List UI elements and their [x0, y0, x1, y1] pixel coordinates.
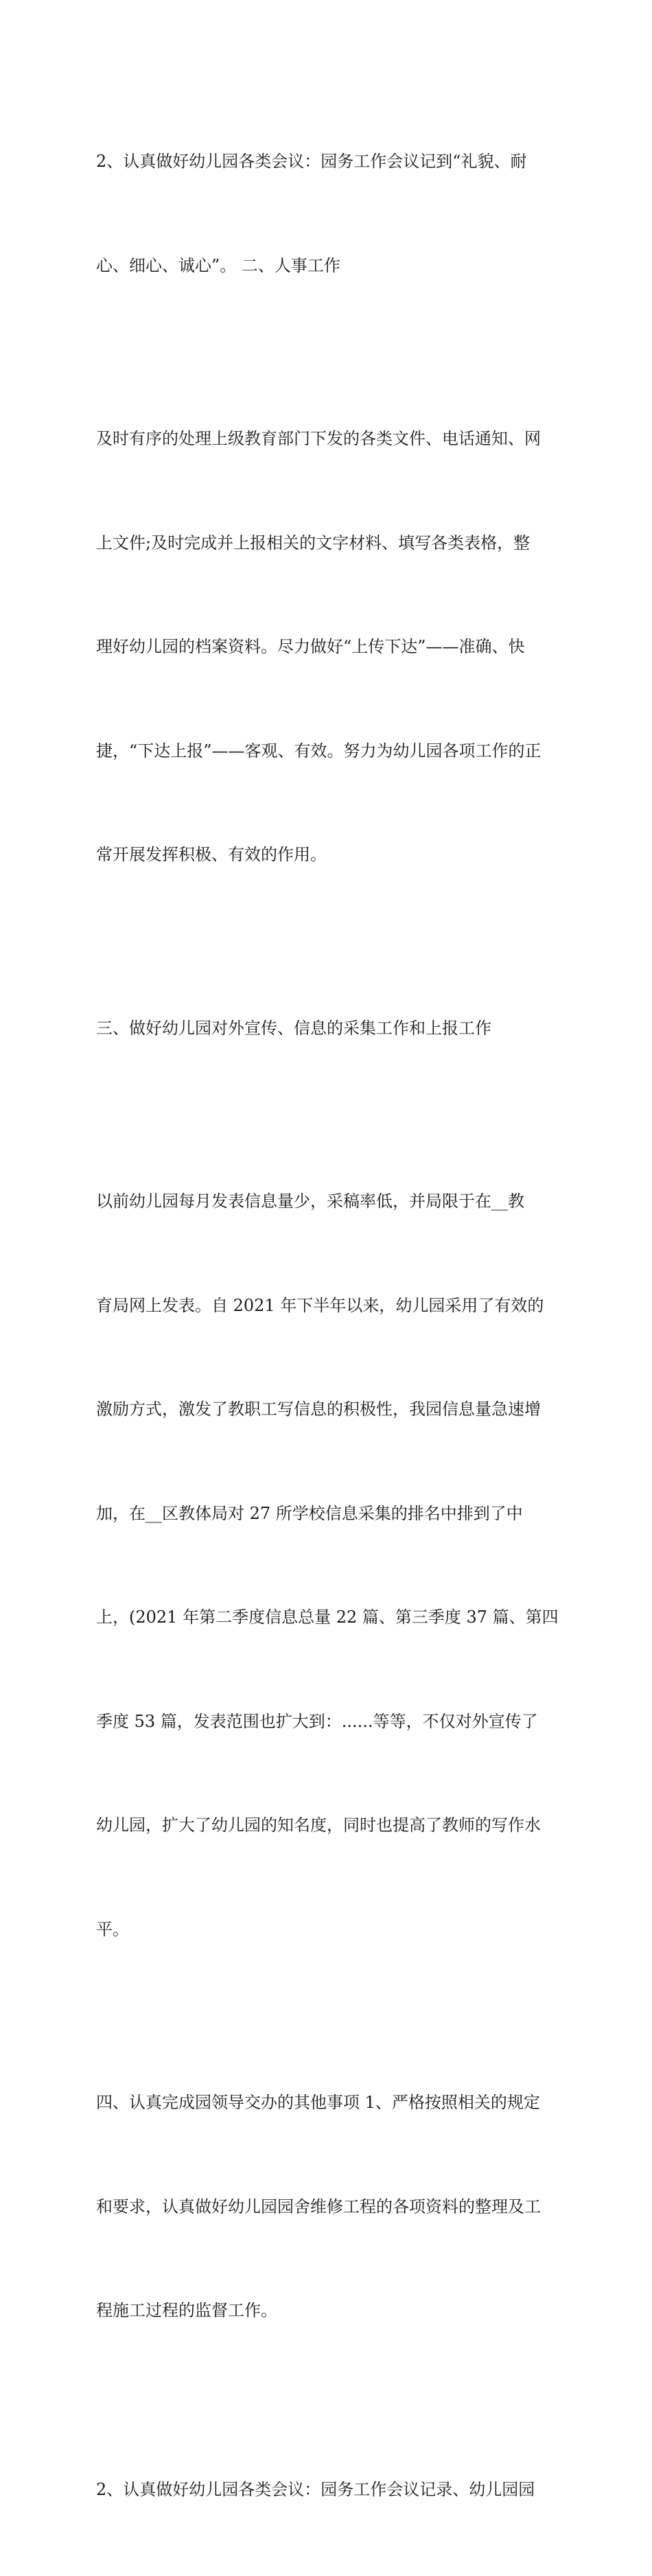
text-line: 平。: [96, 1912, 570, 1947]
text-line: 季度 53 篇，发表范围也扩大到：......等等，不仅对外宣传了: [96, 1704, 570, 1739]
text-line: 四、认真完成园领导交办的其他事项 1、严格按照相关的规定: [96, 2085, 570, 2120]
paragraph-information-collection: [96, 1115, 570, 2016]
text-line: 心、细心、诚心”。 二、人事工作: [96, 248, 570, 283]
text-line: 2、认真做好幼儿园各类会议：园务工作会议记到“礼貌、耐: [96, 144, 570, 179]
text-line: 捷，“下达上报”——客观、有效。努力为幼儿园各项工作的正: [96, 734, 570, 769]
text-line: 常开展发挥积极、有效的作用。: [96, 837, 570, 872]
paragraph-meeting-records: [96, 2403, 570, 2576]
paragraph-spacer: [96, 2398, 570, 2403]
text-line: 以前幼儿园每月发表信息量少，采稿率低，并局限于在__教: [96, 1184, 570, 1219]
text-line: 理好幼儿园的档案资料。尽力做好“上传下达”——准确、快: [96, 629, 570, 664]
text-line: 上，(2021 年第二季度信息总量 22 篇、第三季度 37 篇、第四: [96, 1600, 570, 1635]
section-heading-publicity: [96, 942, 570, 1115]
text-line: 上文件;及时完成并上报相关的文字材料、填写各类表格，整: [96, 526, 570, 561]
text-line: 程施工过程的监督工作。: [96, 2293, 570, 2328]
text-line: 育局网上发表。自 2021 年下半年以来，幼儿园采用了有效的: [96, 1288, 570, 1323]
paragraph-personnel-work: [96, 352, 570, 942]
text-line: 三、做好幼儿园对外宣传、信息的采集工作和上报工作: [96, 1011, 570, 1046]
text-line: 和要求，认真做好幼儿园园舍维修工程的各项资料的整理及工: [96, 2190, 570, 2225]
text-line: 2、认真做好幼儿园各类会议：园务工作会议记录、幼儿园园: [96, 2472, 570, 2507]
document-page: [96, 75, 570, 2576]
paragraph-meeting-note: [96, 75, 570, 352]
text-line: 幼儿园，扩大了幼儿园的知名度，同时也提高了教师的写作水: [96, 1808, 570, 1843]
text-line: 激励方式，激发了教职工写信息的积极性，我园信息量急速增: [96, 1392, 570, 1427]
text-line: 加，在__区教体局对 27 所学校信息采集的排名中排到了中: [96, 1496, 570, 1531]
text-line: 及时有序的处理上级教育部门下发的各类文件、电话通知、网: [96, 421, 570, 456]
paragraph-other-tasks: [96, 2016, 570, 2398]
